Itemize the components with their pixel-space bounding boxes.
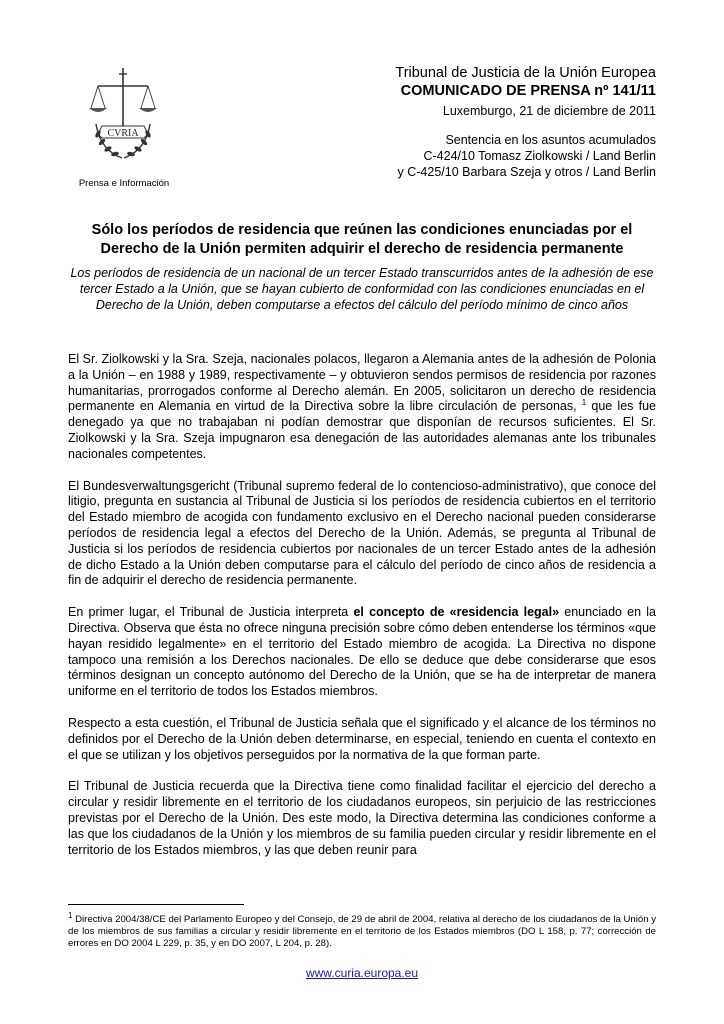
case-line-2: C-424/10 Tomasz Ziolkowski / Land Berlin (423, 149, 656, 164)
case-references (395, 132, 656, 181)
case-line-3: y C-425/10 Barbara Szeja y otros / Land Berlin (397, 165, 656, 180)
paragraph-3-part-a: En primer lugar, el Tribunal de Justicia interpreta (68, 605, 354, 620)
prensa-label: Prensa e Información (78, 178, 170, 189)
headline: Sólo los períodos de residencia que reúnen las condiciones enunciadas por el Derecho de la Unión permiten adquirir el derecho de residencia permanente (91, 222, 633, 257)
curia-link[interactable]: www.curia.europa.eu (305, 966, 419, 980)
subheadline: Los períodos de residencia de un nacional de un tercer Estado transcurridos antes de la adhesión de ese tercer Estado a la Unión, que se hayan cubierto de conformidad con las condiciones enunciadas en el Derecho de la Unión, deben computarse a efectos del cálculo del período mínimo de cinco años (70, 266, 654, 312)
cvria-logo (82, 64, 164, 164)
paragraph-2: El Bundesverwaltungsgericht (Tribunal supremo federal de lo contencioso-administrativo), que conoce del litigio, pregunta en sustancia al Tribunal de Justicia si los períodos de residencia cubiertos en el territorio del Estado miembro de acogida con fundamento exclusivo en el Derecho nacional pueden considerarse períodos de residencia legal a efectos del Derecho de la Unión. Además, se pregunta al Tribunal de Justicia si los períodos de residencia cubiertos por nacionales de un tercer Estado antes de la adhesión de dicho Estado a la Unión deben computarse para el cálculo del período de cinco años de residencia a fin de adquirir el derecho de residencia permanente. (68, 478, 656, 588)
paragraph-3-bold: el concepto de «residencia legal» (353, 605, 560, 620)
court-name: Tribunal de Justicia de la Unión Europea (395, 65, 656, 81)
paragraph-1-part-b: que les fue denegado ya que no trabajaban ni podían demostrar que disponían de recursos suficientes. El Sr. Ziolkowski y la Sra. Szeja impugnaron esa denegación de las autoridades alemanas ante los tribunales nacionales competentes. (68, 399, 656, 461)
article-body (68, 352, 656, 874)
footnote-text: Directiva 2004/38/CE del Parlamento Europeo y del Consejo, de 29 de abril de 2004, relativa al derecho de los ciudadanos de la Unión y de los miembros de sus familias a circular y residir libremente en el territorio de los Estados miembros (DO L 158, p. 77; corrección de errores en DO 2004 L 229, p. 35, y en DO 2007, L 204, p. 28). (68, 914, 656, 949)
paragraph-5: El Tribunal de Justicia recuerda que la Directiva tiene como finalidad facilitar el ejercicio del derecho a circular y residir libremente en el territorio de los ciudadanos europeos, sin perjuicio de las restricciones previstas por el Derecho de la Unión. Des este modo, la Directiva determina las condiciones conforme a las que los ciudadanos de la Unión y los miembros de su familia pueden circular y residir libremente en el territorio de los Estados miembros, y las que deben reunir para (68, 779, 656, 857)
footnote-ref: 1 (581, 398, 587, 408)
case-line-1: Sentencia en los asuntos acumulados (445, 132, 656, 147)
press-header (395, 64, 656, 181)
paragraph-1 (68, 352, 656, 463)
footnote-divider (68, 904, 244, 905)
paragraph-3 (68, 605, 656, 700)
footnote-number: 1 (68, 910, 73, 920)
release-date: Luxemburgo, 21 de diciembre de 2011 (442, 104, 656, 119)
logo-text: CVRIA (107, 128, 139, 139)
paragraph-1-part-a: El Sr. Ziolkowski y la Sra. Szeja, nacionales polacos, llegaron a Alemania antes de la adhesión de Polonia a la Unión – en 1988 y 1989, respectivamente – y obtuvieron sendos permisos de residencia por razones humanitarias, prorrogados conforme al Derecho alemán. En 2005, solicitaron un derecho de residencia permanente en Alemania en virtud de la Directiva sobre la libre circulación de personas, (68, 352, 656, 414)
footnote (68, 910, 656, 950)
paragraph-3-part-b: enunciado en la Directiva. Observa que ésta no ofrece ninguna precisión sobre cómo deben entenderse los términos «que hayan residido legalmente» en el territorio del Estado miembro de acogida. La Directiva no dispone tampoco una remisión a los Derechos nacionales. De ello se deduce que debe considerarse que esos términos designan un concepto autónomo del Derecho de la Unión, que se ha de interpretar de manera uniforme en el territorio de todos los Estados miembros. (68, 605, 656, 699)
press-release-title: COMUNICADO DE PRENSA nº 141/11 (400, 83, 656, 100)
paragraph-4: Respecto a esta cuestión, el Tribunal de Justicia señala que el significado y el alcance de los términos no definidos por el Derecho de la Unión deben determinarse, en especial, teniendo en cuenta el contexto en el que se utilizan y los objetivos perseguidos por la normativa de la que forman parte. (68, 715, 656, 762)
